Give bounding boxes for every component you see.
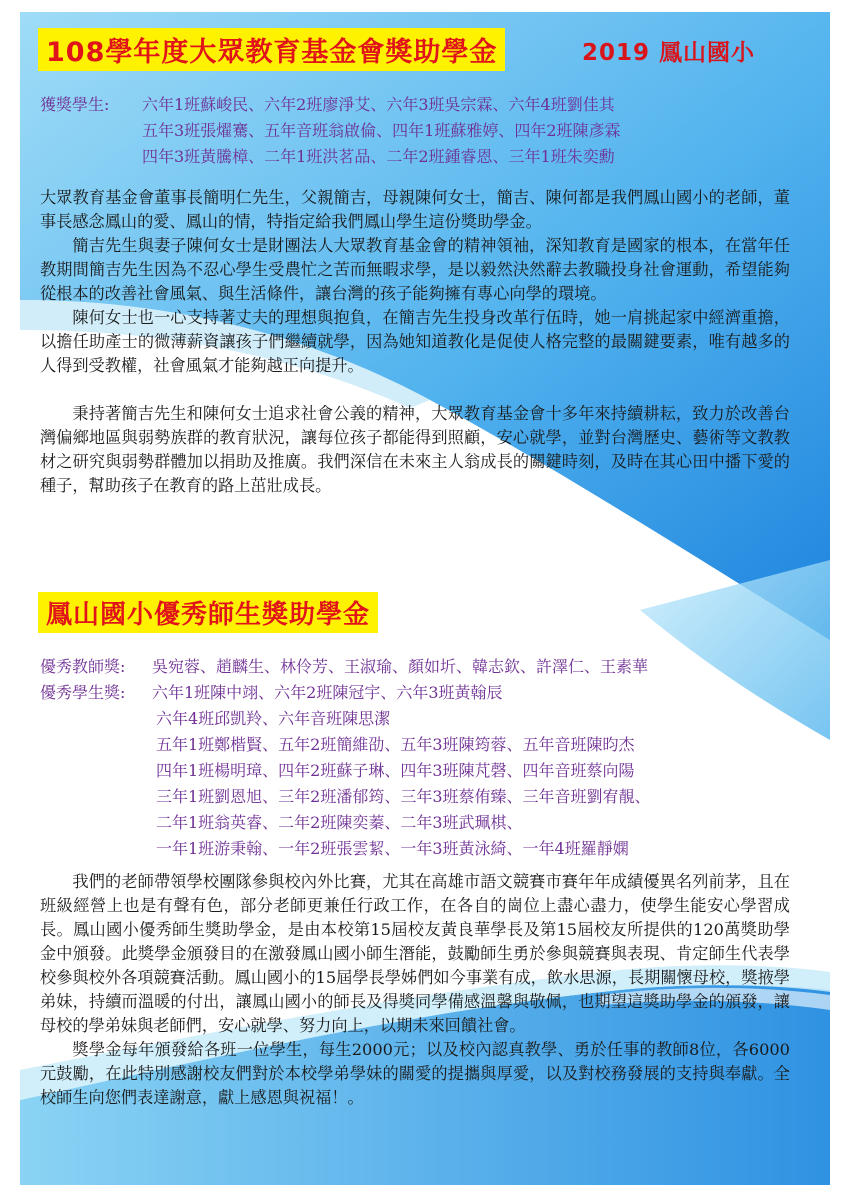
student-award-names: 二年1班翁英睿、二年2班陳奕蓁、二年3班武珮棋、: [156, 813, 523, 832]
school-year-label: 2019 鳳山國小: [582, 40, 756, 66]
winners-label: 獲獎學生:: [40, 95, 110, 114]
student-award-names: 四年1班楊明璋、四年2班蘇子琳、四年3班陳芃磬、四年音班蔡向陽: [156, 761, 635, 780]
teacher-award-row: [40, 654, 651, 680]
teacher-award-label: 優秀教師獎:: [40, 657, 126, 676]
student-award-row: [40, 680, 651, 706]
article-paragraph: 大眾教育基金會董事長簡明仁先生，父親簡吉，母親陳何女士，簡吉、陳何都是我們鳳山國小的老師，董事長感念鳳山的愛、鳳山的情，特指定給我們鳳山學生這份獎助學金。: [40, 188, 790, 231]
student-award-names: 三年1班劉恩旭、三年2班潘郁筠、三年3班蔡侑臻、三年音班劉宥靚、: [156, 787, 651, 806]
student-award-names: 一年1班游秉翰、一年2班張雲絜、一年3班黃泳綺、一年4班羅靜嫻: [156, 839, 629, 858]
section-title: 鳳山國小優秀師生獎助學金: [38, 592, 378, 633]
excellence-awards: [40, 654, 651, 862]
paragraph-gap: [40, 378, 790, 402]
winners-list: [40, 92, 621, 170]
student-award-names: 六年4班邱凱羚、六年音班陳思潔: [156, 709, 391, 728]
winners-row: [40, 92, 621, 118]
winners-names: 四年3班黃騰樟、二年1班洪茗品、二年2班鍾睿恩、三年1班朱奕勳: [142, 147, 615, 166]
student-award-label: 優秀學生獎:: [40, 683, 126, 702]
article-paragraph: 我們的老師帶領學校團隊參與校內外比賽，尤其在高雄市語文競賽市賽年年成績優異名列前茅，且在班級經營上也是有聲有色，部分老師更兼任行政工作，在各自的崗位上盡心盡力，使學生能安心學習成長。鳳山國小優秀師生獎助學金，是由本校第15屆校友黃良華學長及第15屆校友所提供的120萬獎助學金中頒發。此獎學金頒發目的在激發鳳山國小師生潛能，鼓勵師生勇於參與競賽與表現、肯定師生代表學校參與校外各項競賽活動。鳳山國小的15屆學長學姊們如今事業有成，飲水思源，長期關懷母校，獎掖學弟妹，持續而溫暖的付出，讓鳳山國小的師長及得獎同學備感溫馨與敬佩，也期望這獎助學金的頒發，讓母校的學弟妹與老師們，安心就學、努力向上，以期未來回饋社會。: [40, 872, 790, 1035]
article-paragraph: 秉持著簡吉先生和陳何女士追求社會公義的精神，大眾教育基金會十多年來持續耕耘，致力於改善台灣偏鄉地區與弱勢族群的教育狀況，讓每位孩子都能得到照顧，安心就學，並對台灣歷史、藝術等文教教材之研究與弱勢群體加以捐助及推廣。我們深信在未來主人翁成長的關鍵時刻，及時在其心田中播下愛的種子，幫助孩子在教育的路上茁壯成長。: [40, 404, 790, 495]
school-award-article: [40, 870, 790, 1110]
student-award-names: 五年1班鄭楷賢、五年2班簡維劭、五年3班陳筠蓉、五年音班陳昀杰: [156, 735, 635, 754]
article-paragraph: 獎學金每年頒發給各班一位學生，每生2000元；以及校內認真教學、勇於任事的教師8位，各6000元鼓勵，在此特別感謝校友們對於本校學弟學妹的關愛的提攜與厚愛，以及對校務發展的支持與奉獻。全校師生向您們表達謝意，獻上感恩與祝福！。: [40, 1040, 790, 1107]
main-title: 108學年度大眾教育基金會獎助學金: [38, 28, 505, 71]
winners-names: 六年1班蘇峻民、六年2班廖淨艾、六年3班吳宗霖、六年4班劉佳其: [142, 95, 615, 114]
article-paragraph: 陳何女士也一心支持著丈夫的理想與抱負，在簡吉先生投身改革行伍時，她一肩挑起家中經濟重擔，以擔任助產士的微薄薪資讓孩子們繼續就學，因為她知道教化是促使人格完整的最關鍵要素，唯有越多的人得到受教權，社會風氣才能夠越正向提升。: [40, 308, 790, 375]
teacher-award-names: 吳宛蓉、趙麟生、林伶芳、王淑瑜、顏如圻、韓志欽、許澤仁、王素華: [152, 657, 649, 676]
student-award-names: 六年1班陳中翊、六年2班陳冠宇、六年3班黃翰辰: [152, 683, 503, 702]
foundation-article: [40, 186, 790, 498]
winners-names: 五年3班張燿騫、五年音班翁啟倫、四年1班蘇雅婷、四年2班陳彥霖: [142, 121, 621, 140]
article-paragraph: 簡吉先生與妻子陳何女士是財團法人大眾教育基金會的精神領袖，深知教育是國家的根本，在當年任教期間簡吉先生因為不忍心學生受農忙之苦而無暇求學，是以毅然決然辭去教職投身社會運動，希望能夠從根本的改善社會風氣、與生活條件，讓台灣的孩子能夠擁有專心向學的環境。: [40, 236, 790, 303]
